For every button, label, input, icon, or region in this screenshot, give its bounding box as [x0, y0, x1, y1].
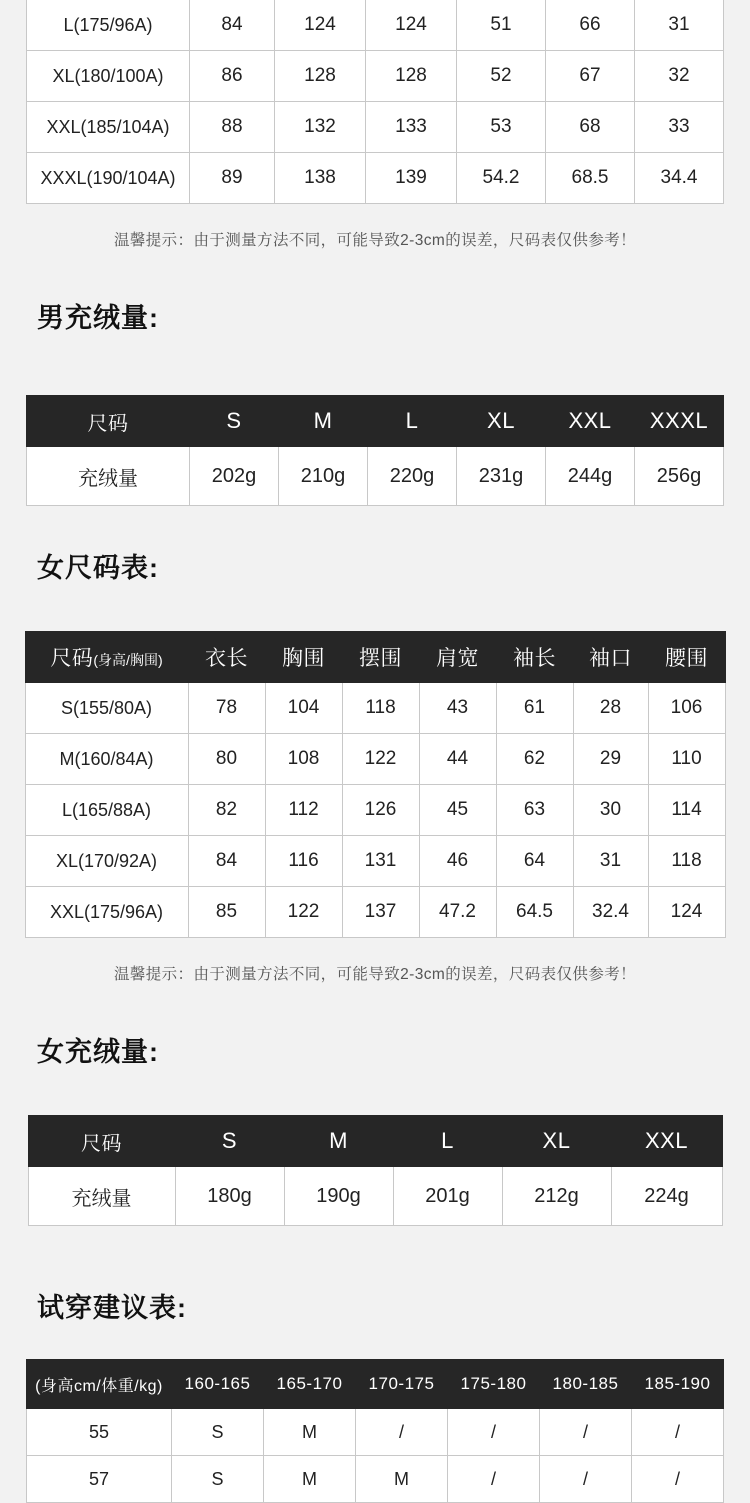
cell: 31 — [573, 836, 648, 887]
cell: 84 — [188, 836, 265, 887]
cell: 64.5 — [496, 887, 573, 938]
men-filling-head — [27, 396, 724, 447]
women-size-chart-note: 温馨提示：由于测量方法不同，可能导致2-3cm的误差，尺码表仅供参考！ — [113, 966, 637, 983]
table-row — [27, 1456, 724, 1503]
table-row — [27, 51, 724, 102]
cell: 231g — [457, 447, 546, 506]
cell: 122 — [342, 734, 419, 785]
column-header: XXXL — [635, 396, 724, 447]
women-size-chart-body — [25, 683, 725, 938]
table-header-row — [28, 1116, 722, 1167]
cell: 201g — [393, 1167, 502, 1226]
table-row — [27, 0, 724, 51]
cell: 34.4 — [635, 153, 724, 204]
table-row — [27, 1409, 724, 1456]
cell: 86 — [190, 51, 275, 102]
cell: 210g — [279, 447, 368, 506]
cell: 33 — [635, 102, 724, 153]
table-row — [25, 836, 725, 887]
column-header: 160-165 — [172, 1360, 264, 1409]
cell: S — [172, 1409, 264, 1456]
cell: 224g — [611, 1167, 722, 1226]
column-header: M — [279, 396, 368, 447]
cell: 78 — [188, 683, 265, 734]
cell: / — [448, 1456, 540, 1503]
cell: 116 — [265, 836, 342, 887]
cell: 190g — [284, 1167, 393, 1226]
cell: 126 — [342, 785, 419, 836]
cell: 43 — [419, 683, 496, 734]
column-header-size-main: 尺码 — [50, 647, 94, 670]
cell: L(175/96A) — [27, 0, 190, 51]
men-filling-body — [27, 447, 724, 506]
cell: 128 — [366, 51, 457, 102]
fit-suggestion-head — [27, 1360, 724, 1409]
fit-suggestion-body — [27, 1409, 724, 1503]
cell: XXL(185/104A) — [27, 102, 190, 153]
cell: M — [264, 1409, 356, 1456]
cell: 51 — [457, 0, 546, 51]
cell: 114 — [648, 785, 725, 836]
cell: 45 — [419, 785, 496, 836]
cell: 28 — [573, 683, 648, 734]
column-header: 袖口 — [573, 632, 648, 683]
cell: 68.5 — [546, 153, 635, 204]
cell: XL(170/92A) — [25, 836, 188, 887]
cell: / — [632, 1409, 724, 1456]
column-header: L — [368, 396, 457, 447]
cell: M(160/84A) — [25, 734, 188, 785]
cell: 53 — [457, 102, 546, 153]
row-header: 充绒量 — [28, 1167, 175, 1226]
cell: 32 — [635, 51, 724, 102]
cell: 68 — [546, 102, 635, 153]
cell: 132 — [275, 102, 366, 153]
cell: 89 — [190, 153, 275, 204]
cell: 256g — [635, 447, 724, 506]
column-header: 摆围 — [342, 632, 419, 683]
column-header: 185-190 — [632, 1360, 724, 1409]
cell: 108 — [265, 734, 342, 785]
men-size-chart-section — [0, 0, 750, 250]
men-size-chart-body — [27, 0, 724, 204]
cell: 104 — [265, 683, 342, 734]
column-header: 170-175 — [356, 1360, 448, 1409]
cell: / — [356, 1409, 448, 1456]
cell: 124 — [648, 887, 725, 938]
women-size-chart-table — [25, 631, 726, 938]
cell: XXL(175/96A) — [25, 887, 188, 938]
column-header: (身高cm/体重/kg) — [27, 1360, 172, 1409]
men-filling-table — [26, 395, 724, 506]
cell: 124 — [366, 0, 457, 51]
cell: 118 — [648, 836, 725, 887]
column-header: 肩宽 — [419, 632, 496, 683]
cell: 55 — [27, 1409, 172, 1456]
cell: 80 — [188, 734, 265, 785]
cell: 61 — [496, 683, 573, 734]
column-header: S — [175, 1116, 284, 1167]
table-row — [27, 153, 724, 204]
cell: 57 — [27, 1456, 172, 1503]
cell: 52 — [457, 51, 546, 102]
table-header-row — [25, 632, 725, 683]
column-header: XL — [502, 1116, 611, 1167]
cell: 62 — [496, 734, 573, 785]
cell: 54.2 — [457, 153, 546, 204]
cell: 110 — [648, 734, 725, 785]
men-size-chart-table — [26, 0, 724, 204]
cell: 122 — [265, 887, 342, 938]
cell: 138 — [275, 153, 366, 204]
women-filling-title: 女充绒量: — [37, 1037, 159, 1067]
women-size-chart-head — [25, 632, 725, 683]
fit-suggestion-table — [26, 1359, 724, 1503]
cell: 106 — [648, 683, 725, 734]
column-header: 胸围 — [265, 632, 342, 683]
cell: 29 — [573, 734, 648, 785]
cell: 118 — [342, 683, 419, 734]
cell: 32.4 — [573, 887, 648, 938]
women-filling-head — [28, 1116, 722, 1167]
column-header-size-sub: (身高/胸围) — [93, 652, 163, 668]
cell: 212g — [502, 1167, 611, 1226]
cell: 180g — [175, 1167, 284, 1226]
table-row — [25, 785, 725, 836]
cell: / — [540, 1456, 632, 1503]
table-row — [27, 447, 724, 506]
column-header: 衣长 — [188, 632, 265, 683]
column-header: 175-180 — [448, 1360, 540, 1409]
cell: 63 — [496, 785, 573, 836]
column-header: 腰围 — [648, 632, 725, 683]
column-header-size — [25, 632, 188, 683]
cell: 67 — [546, 51, 635, 102]
column-header: 尺码 — [28, 1116, 175, 1167]
cell: 133 — [366, 102, 457, 153]
cell: 66 — [546, 0, 635, 51]
column-header: XXL — [546, 396, 635, 447]
column-header: M — [284, 1116, 393, 1167]
cell: 137 — [342, 887, 419, 938]
cell: S(155/80A) — [25, 683, 188, 734]
cell: 244g — [546, 447, 635, 506]
cell: 30 — [573, 785, 648, 836]
cell: 202g — [190, 447, 279, 506]
cell: 84 — [190, 0, 275, 51]
column-header: 袖长 — [496, 632, 573, 683]
cell: 128 — [275, 51, 366, 102]
cell: 220g — [368, 447, 457, 506]
cell: 82 — [188, 785, 265, 836]
cell: 46 — [419, 836, 496, 887]
cell: 31 — [635, 0, 724, 51]
table-row — [28, 1167, 722, 1226]
cell: 64 — [496, 836, 573, 887]
cell: 139 — [366, 153, 457, 204]
men-size-chart-note: 温馨提示：由于测量方法不同，可能导致2-3cm的误差，尺码表仅供参考！ — [113, 232, 637, 249]
fit-suggestion-title: 试穿建议表: — [37, 1293, 187, 1323]
column-header: 尺码 — [27, 396, 190, 447]
cell: 44 — [419, 734, 496, 785]
cell: 124 — [275, 0, 366, 51]
women-filling-body — [28, 1167, 722, 1226]
column-header: 180-185 — [540, 1360, 632, 1409]
cell: S — [172, 1456, 264, 1503]
cell: XL(180/100A) — [27, 51, 190, 102]
table-row — [25, 683, 725, 734]
cell: / — [540, 1409, 632, 1456]
women-filling-table — [28, 1115, 723, 1226]
cell: 112 — [265, 785, 342, 836]
column-header: L — [393, 1116, 502, 1167]
cell: / — [632, 1456, 724, 1503]
row-header: 充绒量 — [27, 447, 190, 506]
cell: XXXL(190/104A) — [27, 153, 190, 204]
cell: 85 — [188, 887, 265, 938]
table-row — [27, 102, 724, 153]
table-row — [25, 887, 725, 938]
column-header: S — [190, 396, 279, 447]
cell: L(165/88A) — [25, 785, 188, 836]
cell: 47.2 — [419, 887, 496, 938]
column-header: XL — [457, 396, 546, 447]
cell: / — [448, 1409, 540, 1456]
column-header: 165-170 — [264, 1360, 356, 1409]
cell: M — [356, 1456, 448, 1503]
table-header-row — [27, 1360, 724, 1409]
women-size-chart-title: 女尺码表: — [37, 553, 159, 583]
cell: 88 — [190, 102, 275, 153]
men-filling-title: 男充绒量: — [37, 303, 159, 333]
table-row — [25, 734, 725, 785]
cell: 131 — [342, 836, 419, 887]
table-header-row — [27, 396, 724, 447]
cell: M — [264, 1456, 356, 1503]
column-header: XXL — [611, 1116, 722, 1167]
